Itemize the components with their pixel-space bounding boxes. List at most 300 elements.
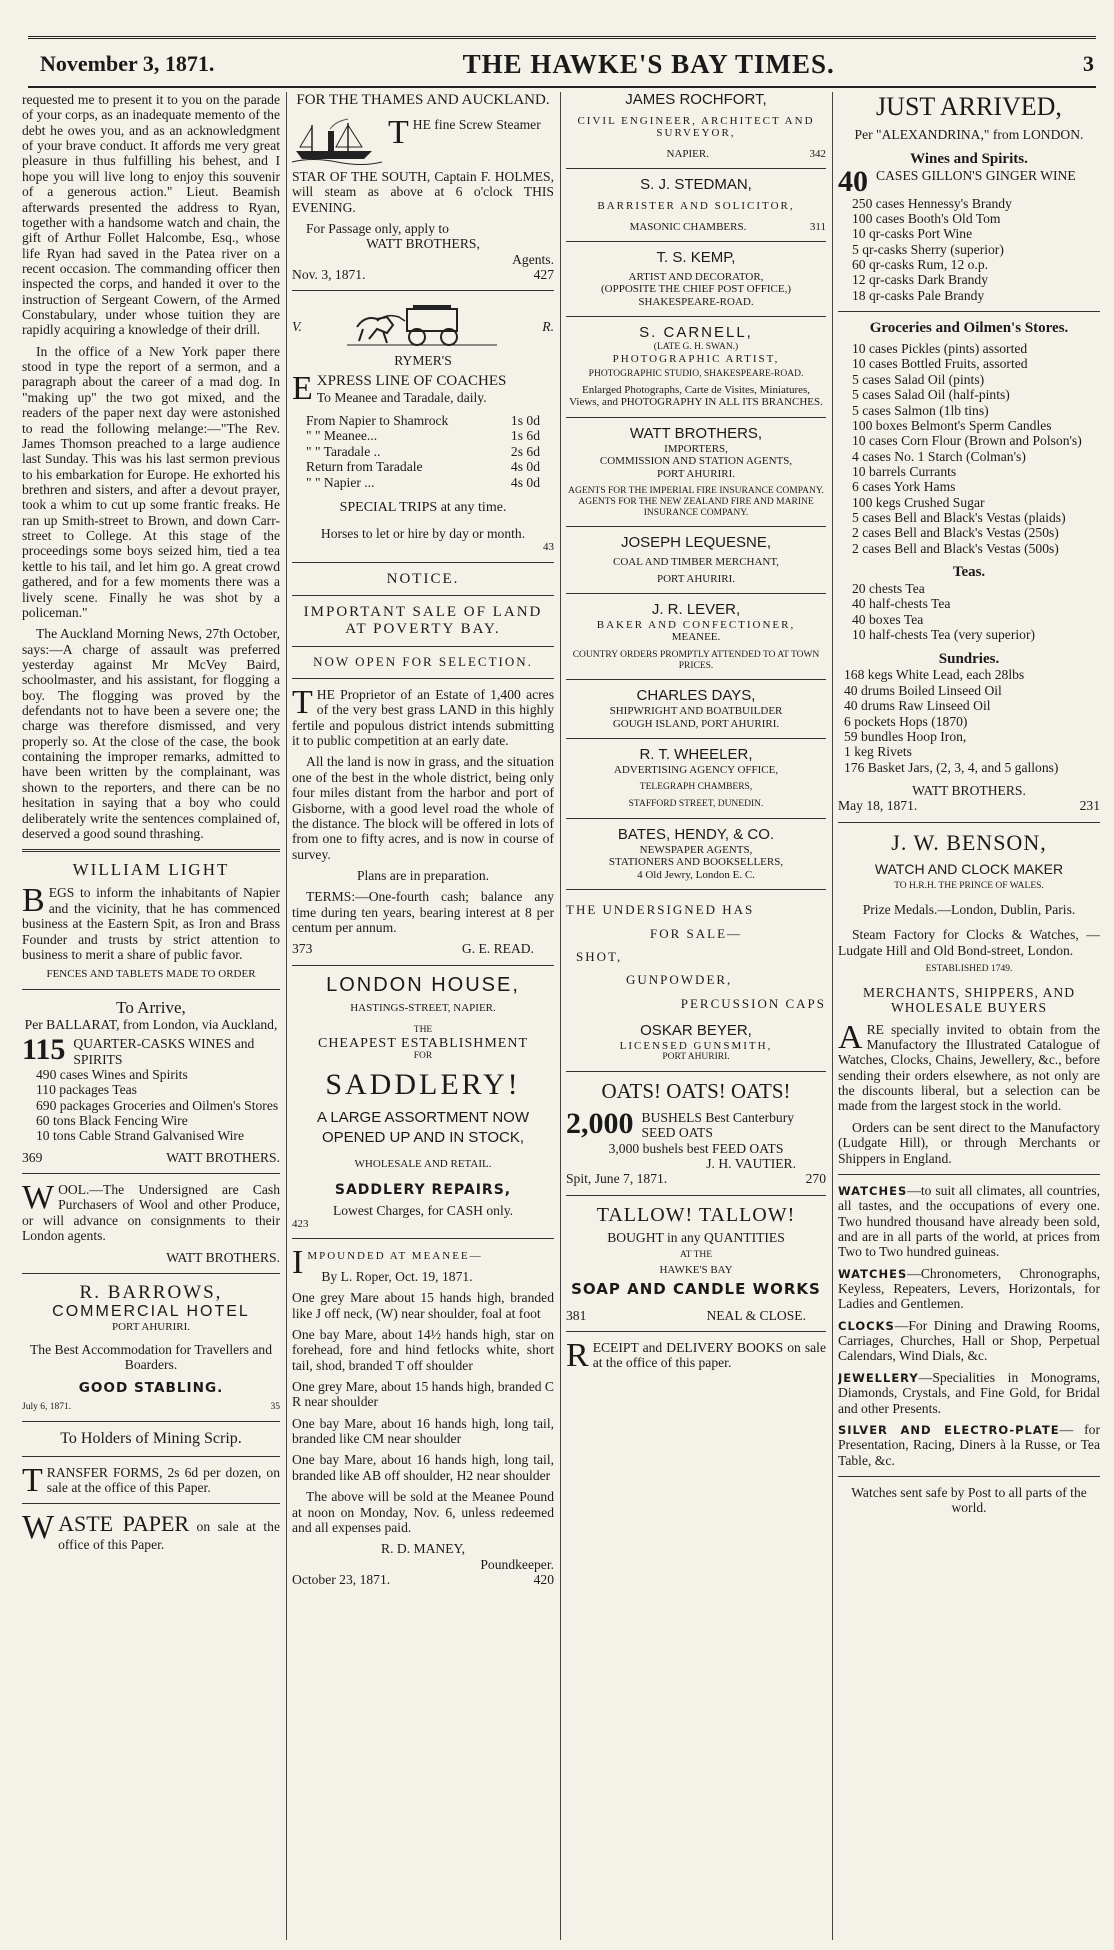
kemp-name: T. S. KEMP,: [656, 248, 736, 266]
benson-post: Watches sent safe by Post to all parts of the world.: [851, 1484, 1087, 1516]
divider: [566, 168, 826, 169]
fare-price: 1s 6d: [510, 428, 540, 444]
oats-number: 2,000: [566, 1109, 634, 1140]
arrive-sub: Per BALLARAT, from London, via Auckland,: [24, 1016, 278, 1032]
london-cheapest: CHEAPEST ESTABLISHMENT: [317, 1035, 529, 1051]
list-item: 100 cases Booth's Old Tom: [852, 211, 1001, 227]
fare-route: " " Napier ...: [306, 474, 375, 490]
list-item: 60 tons Black Fencing Wire: [36, 1113, 188, 1129]
tallow-works: SOAP AND CANDLE WORKS: [571, 1279, 821, 1298]
fare-row: [306, 459, 540, 474]
notice-sale: IMPORTANT SALE OF LAND AT POVERTY BAY.: [303, 604, 543, 638]
drop-cap: A: [838, 1018, 863, 1056]
beyer-name: OSKAR BEYER,: [640, 1022, 752, 1040]
wool-ad: [22, 1179, 280, 1244]
notice-terms: TERMS:—One-fourth cash; balance any time during ten years, bearing interest at 8 per centum per annum.: [292, 889, 554, 936]
tallow-by: NEAL & CLOSE.: [706, 1307, 806, 1323]
divider: [566, 818, 826, 819]
watt-agents1: AGENTS FOR THE IMPERIAL FIRE INSURANCE COMPANY.: [568, 486, 824, 497]
impound-text: The above will be sold at the Meanee Pound at noon on Monday, Nov. 6, unless redeemed and all expenses paid.: [292, 1489, 554, 1535]
impound-title: MPOUNDED AT MEANEE—: [307, 1250, 483, 1263]
benson-item: [838, 1370, 1100, 1416]
list-item: 40 drums Boiled Linseed Oil: [844, 682, 1002, 698]
list-item: 12 qr-casks Dark Brandy: [852, 272, 989, 288]
benson-item: [838, 1183, 1100, 1260]
issue-date: November 3, 1871.: [40, 51, 215, 76]
column-4: [838, 92, 1100, 1950]
impound-footer: [292, 1572, 554, 1587]
benson-role: WATCH AND CLOCK MAKER: [874, 860, 1064, 877]
ad-ref-number: 373: [292, 941, 313, 957]
fare-route: " " Taradale ..: [306, 443, 381, 459]
benson-item-text: —For Dining and Drawing Rooms, Carriages, Churches, Hall or Shop, Perpetual Calendars, Wind Dials, &c.: [838, 1317, 1100, 1364]
wines-lead: CASES GILLON'S GINGER WINE: [876, 167, 1076, 183]
barrows-date: July 6, 1871.: [22, 1401, 72, 1412]
benson-name: J. W. BENSON,: [891, 829, 1047, 855]
drop-cap: B: [22, 882, 45, 920]
lever-role: BAKER AND CONFECTIONER,: [596, 618, 796, 631]
benson-para-2: Orders can be sent direct to the Manufactory (Ludgate Hill), or through Merchants or Shippers in England.: [838, 1119, 1100, 1166]
thames-title: FOR THE THAMES AND AUCKLAND.: [296, 92, 550, 108]
divider: [292, 965, 554, 966]
divider: [22, 1273, 280, 1274]
rymer-name: RYMER'S: [394, 353, 452, 369]
bates-role2: STATIONERS AND BOOKSELLERS,: [608, 856, 784, 869]
benson-medals: Prize Medals.—London, Dublin, Paris.: [862, 902, 1076, 918]
benson-item: [838, 1266, 1100, 1312]
rochfort-name: JAMES ROCHFORT,: [625, 92, 767, 108]
wines-head: Wines and Spirits.: [910, 150, 1028, 167]
divider: [838, 822, 1100, 823]
benson-royal: TO H.R.H. THE PRINCE OF WALES.: [894, 881, 1044, 892]
divider: [292, 595, 554, 596]
column-1: [22, 92, 280, 1950]
oats-line2: 3,000 bushels best FEED OATS: [608, 1140, 784, 1156]
list-item: 10 qr-casks Port Wine: [852, 226, 973, 242]
benson-merch: MERCHANTS, SHIPPERS, AND WHOLESALE BUYERS: [862, 984, 1076, 1016]
fare-price: 4s 0d: [510, 474, 540, 490]
vr-left: V.: [292, 318, 302, 334]
divider: [292, 678, 554, 679]
divider: [566, 1071, 826, 1072]
watt-role1: IMPORTERS,: [664, 442, 728, 455]
barrows-hotel: COMMERCIAL HOTEL: [52, 1303, 250, 1321]
london-wholesale: WHOLESALE AND RETAIL.: [354, 1158, 492, 1171]
list-item: 490 cases Wines and Spirits: [36, 1066, 188, 1082]
divider: [566, 679, 826, 680]
ad-ref-number: 369: [22, 1149, 43, 1165]
drop-cap: W: [22, 1179, 55, 1217]
list-item: 5 qr-casks Sherry (superior): [852, 241, 1004, 257]
ad-ref-number: 342: [809, 147, 826, 160]
bates-role1: NEWSPAPER AGENTS,: [639, 843, 753, 856]
ad-ref-number: 427: [533, 267, 554, 283]
sundries-head: Sundries.: [938, 650, 1000, 667]
waste-text: on sale at the office of this Paper.: [58, 1519, 280, 1553]
lever-name: J. R. LEVER,: [651, 601, 741, 619]
benson-item-text: —Chronometers, Chronographs, Keyless, Repeaters, Levers, Horizontals, for Ladies and Gentlemen.: [838, 1265, 1100, 1312]
ad-ref-number: 420: [533, 1571, 554, 1587]
wines-lead-row: [838, 168, 1100, 196]
impound-keeper: R. D. MANEY,: [381, 1541, 465, 1557]
list-item: 250 cases Hennessy's Brandy: [852, 195, 1012, 211]
impound-role: Poundkeeper.: [480, 1556, 554, 1572]
drop-cap: R: [566, 1337, 589, 1375]
divider: [22, 989, 280, 990]
barrows-text: The Best Accommodation for Travellers and Boarders.: [30, 1341, 272, 1373]
wool-text: OOL.—The Undersigned are Cash Purchasers of Wool and other Produce, or will advance on consignments to their London agents.: [22, 1182, 280, 1244]
lequesne-name: JOSEPH LEQUESNE,: [620, 534, 772, 552]
divider: [838, 1174, 1100, 1175]
top-rule: [28, 36, 1096, 39]
ad-ref-number: 423: [292, 1218, 309, 1231]
teas-list: [838, 581, 1100, 642]
ad-ref-number: 43: [543, 541, 554, 554]
wheeler-name: R. T. WHEELER,: [639, 746, 753, 764]
groceries-list: [838, 341, 1100, 556]
tallow-title: TALLOW! TALLOW!: [596, 1203, 796, 1226]
days-name: CHARLES DAYS,: [636, 687, 756, 705]
rymer-horses: Horses to let or hire by day or month.: [320, 525, 526, 541]
list-item: 110 packages Teas: [36, 1082, 137, 1098]
watt-place: PORT AHURIRI.: [657, 467, 735, 480]
list-item: 5 cases Salad Oil (pints): [852, 371, 985, 387]
bates-addr: 4 Old Jewry, London E. C.: [637, 868, 755, 881]
list-item: 100 boxes Belmont's Sperm Candles: [852, 417, 1052, 433]
vr-right: R.: [542, 318, 554, 334]
thames-ad: [292, 117, 554, 165]
benson-item-label: CLOCKS: [838, 1318, 895, 1333]
stedman-footer: [566, 221, 826, 233]
divider: [566, 417, 826, 418]
thames-date: Nov. 3, 1871.: [292, 267, 366, 283]
beyer-line1: THE UNDERSIGNED HAS: [566, 902, 755, 918]
rochfort-footer: [566, 148, 826, 160]
notice-plans: Plans are in preparation.: [356, 867, 490, 883]
list-item: 10 cases Pickles (pints) assorted: [852, 341, 1028, 357]
tallow-place: HAWKE'S BAY: [659, 1264, 733, 1277]
arrived-footer: [838, 798, 1100, 813]
list-item: 18 qr-casks Pale Brandy: [852, 287, 985, 303]
beyer-gun: GUNPOWDER,: [626, 972, 733, 988]
benson-factory: Steam Factory for Clocks & Watches, —Ludgate Hill and Old Bond-street, London.: [838, 927, 1100, 958]
rymer-title-block: [292, 369, 554, 407]
drop-cap: W: [22, 1509, 55, 1547]
coach-illustration-row: [292, 299, 554, 353]
waste-ad: [22, 1509, 280, 1553]
london-the: THE: [413, 1024, 433, 1035]
fare-row: [306, 475, 540, 490]
oats-title: OATS! OATS! OATS!: [601, 1079, 791, 1104]
carnell-late: (LATE G. H. SWAN.): [653, 342, 739, 353]
arrived-per: Per "ALEXANDRINA," from LONDON.: [854, 127, 1084, 143]
list-item: 100 kegs Crushed Sugar: [852, 494, 985, 510]
divider: [22, 849, 280, 852]
beyer-role: LICENSED GUNSMITH,: [619, 1040, 773, 1052]
column-divider: [560, 92, 561, 1940]
drop-cap: T: [388, 116, 409, 151]
fare-price: 2s 6d: [510, 443, 540, 459]
oats-line1: BUSHELS Best Canterbury SEED OATS: [641, 1109, 795, 1141]
drop-cap: I: [292, 1244, 304, 1282]
divider: [838, 311, 1100, 312]
ad-ref-number: 231: [1079, 798, 1100, 814]
divider: [292, 646, 554, 647]
drop-cap: E: [292, 369, 313, 407]
bates-name: BATES, HENDY, & CO.: [617, 825, 775, 843]
divider: [22, 1421, 280, 1422]
benson-item-text: —to suit all climates, all countries, all tastes, and the occupations of every one. Two hundred thousand have already been sold, and are in all parts of the world, at prices from Two to Two hundred guineas.: [838, 1182, 1100, 1260]
divider: [566, 241, 826, 242]
rymer-trips: SPECIAL TRIPS at any time.: [339, 499, 507, 515]
stedman-role: BARRISTER AND SOLICITOR,: [597, 200, 795, 213]
scrip-title: To Holders of Mining Scrip.: [60, 1429, 242, 1447]
list-item: 690 packages Groceries and Oilmen's Stores: [36, 1097, 279, 1113]
divider: [566, 593, 826, 594]
thames-agents: Agents.: [512, 251, 554, 267]
notice-footer: [292, 941, 554, 956]
london-prices: Lowest Charges, for CASH only.: [332, 1202, 514, 1218]
fare-route: From Napier to Shamrock: [306, 413, 449, 429]
benson-item-label: JEWELLERY: [838, 1370, 919, 1385]
fare-row: [306, 428, 540, 443]
list-item: 59 bundles Hoop Iron,: [844, 728, 967, 744]
beyer-place: PORT AHURIRI.: [662, 1052, 730, 1063]
barrows-footer: [22, 1402, 280, 1413]
barrows-stabling: GOOD STABLING.: [78, 1379, 224, 1396]
days-place: GOUGH ISLAND, PORT AHURIRI.: [612, 717, 780, 730]
fare-price: 4s 0d: [510, 459, 540, 475]
steamship-icon: [292, 117, 382, 165]
notice-p1-text: HE Proprietor of an Estate of 1,400 acres of the very best grass LAND in this highly fertile and populous district intends submitting it to public competition at an early date.: [292, 687, 554, 749]
kemp-addr: (OPPOSITE THE CHIEF POST OFFICE,): [601, 283, 791, 296]
list-item: One bay Mare, about 16 hands high, long tail, branded like CM near shoulder: [292, 1415, 554, 1447]
list-item: One bay Mare, about 16 hands high, long tail, branded like AB off shoulder, H2 near shoulder: [292, 1452, 554, 1483]
benson-para-1: [838, 1018, 1100, 1114]
carnell-text: Enlarged Photographs, Carte de Visites, Miniatures, Views, and PHOTOGRAPHY IN ALL ITS BRANCHES.: [569, 384, 823, 409]
list-item: 10 tons Cable Strand Galvanised Wire: [36, 1128, 244, 1144]
stedman-place: MASONIC CHAMBERS.: [629, 220, 747, 233]
divider: [566, 316, 826, 317]
beyer-ad: [566, 898, 826, 1015]
london-repairs: SADDLERY REPAIRS,: [334, 1181, 512, 1198]
arrive-title: To Arrive,: [116, 997, 186, 1017]
benson-item-label: WATCHES: [838, 1266, 908, 1281]
kemp-road: SHAKESPEARE-ROAD.: [638, 295, 754, 308]
london-street: HASTINGS-STREET, NAPIER.: [350, 1002, 496, 1015]
scrip-ad: [22, 1461, 280, 1499]
wines-list: [838, 196, 1100, 304]
arrive-list: [22, 1067, 280, 1144]
fare-route: " " Meanee...: [306, 428, 378, 444]
receipt-text: ECEIPT and DELIVERY BOOKS on sale at the office of this paper.: [592, 1340, 826, 1371]
rochfort-role: CIVIL ENGINEER, ARCHITECT AND SURVEYOR,: [577, 114, 815, 140]
fare-row: [306, 444, 540, 459]
notice-para-1: [292, 684, 554, 749]
wool-by: WATT BROTHERS.: [166, 1249, 280, 1265]
oats-footer: [566, 1171, 826, 1186]
light-ad: [22, 882, 280, 962]
article-auckland-news: The Auckland Morning News, 27th October, says:—A charge of assault was preferred yesterday against Mr McVey Baird, schoolmaster, and his assistant, for flogging a boy. The flogging was proved by the defendants not to have been a severe one; the charge was therefore dismissed, and very properly so. At the close of the case, the book containing the improper remarks, admitted to have been written by the complainant, was shown to the reporters, and there can be no hesitation in saying that a boy who could deliberately write the sentences complained of, deserved a good sound thrashing.: [22, 626, 280, 841]
benson-est: ESTABLISHED 1749.: [925, 964, 1013, 975]
teas-head: Teas.: [952, 564, 986, 581]
wheeler-street: STAFFORD STREET, DUNEDIN.: [628, 799, 764, 810]
thames-passage: For Passage only, apply to: [306, 221, 449, 237]
london-assort: A LARGE ASSORTMENT NOW OPENED UP AND IN STOCK,: [317, 1108, 529, 1147]
notice-para-2: All the land is now in grass, and the situation one of the best in the whole district, being only four miles distant from the harbor and port of Gisborne, with a good level road the whole of the distance. The block will be offered in lots of from one to fifty acres, and is now in course of survey.: [292, 754, 554, 862]
kemp-role: ARTIST AND DECORATOR,: [628, 270, 764, 283]
impound-date: October 23, 1871.: [292, 1571, 391, 1587]
light-text: EGS to inform the inhabitants of Napier and the vicinity, that he has commenced business at the Eastern Spit, as Iron and Brass Founder and trusts by strict attention to business to merit a share of public favor.: [22, 885, 280, 962]
london-for: FOR: [413, 1051, 433, 1062]
rymer-sub: To Meanee and Taradale, daily.: [316, 389, 487, 405]
stedman-name: S. J. STEDMAN,: [640, 176, 752, 194]
article-mixed-type: In the office of a New York paper there stood in type the report of a sermon, and a paragraph about the career of a mad dog. In "making up" the two got mixed, and the readers of the paper next day were astonished to read the following melange:—"The Rev. James Thomson preached to a large audience last Sunday. This was his last sermon previous to his embarkation for Europe. He exhorted his brethren and sisters, and after a devout prayer, took a whim to cut up some frantic freaks. He ran up Smith-street to Brown, and down Carr-street to College. At this stage of the proceedings some boys seized him, tied a tea kettle to his tail, and let him go. A great crowd gathered, and for a few moments there was a lively scene. Finally he was shot by a policeman.": [22, 343, 280, 620]
list-item: 60 qr-casks Rum, 12 o.p.: [852, 257, 989, 273]
benson-item: [838, 1318, 1100, 1364]
list-item: 4 cases No. 1 Starch (Colman's): [852, 448, 1026, 464]
column-3: [566, 92, 826, 1950]
wheeler-role: ADVERTISING AGENCY OFFICE,: [613, 764, 779, 777]
tallow-footer: [566, 1308, 826, 1323]
london-title: LONDON HOUSE,: [326, 973, 520, 996]
benson-item-label: WATCHES: [838, 1183, 908, 1198]
stagecoach-icon: [347, 299, 497, 349]
masthead: [40, 44, 1094, 84]
divider: [566, 526, 826, 527]
list-item: One grey Mare, about 15 hands high, branded C R near shoulder: [292, 1379, 554, 1410]
list-item: 6 cases York Hams: [852, 479, 956, 495]
list-item: 10 barrels Currants: [852, 464, 957, 479]
list-item: 20 chests Tea: [852, 581, 925, 597]
impound-list: [292, 1290, 554, 1483]
lever-place: MEANEE.: [671, 631, 721, 644]
list-item: 6 pockets Hops (1870): [844, 713, 968, 729]
column-divider: [286, 92, 287, 1940]
beyer-caps: PERCUSSION CAPS: [680, 995, 826, 1011]
wheeler-chambers: TELEGRAPH CHAMBERS,: [639, 782, 753, 793]
page-number: 3: [1082, 51, 1094, 76]
column-2: [292, 92, 554, 1950]
divider: [22, 1503, 280, 1504]
notice-title: NOTICE.: [386, 570, 460, 587]
notice-open: NOW OPEN FOR SELECTION.: [313, 654, 533, 670]
divider: [838, 1476, 1100, 1477]
rymer-title: XPRESS LINE OF COACHES: [316, 372, 507, 389]
carnell-studio: PHOTOGRAPHIC STUDIO, SHAKESPEARE-ROAD.: [588, 369, 804, 380]
arrive-by: WATT BROTHERS.: [166, 1149, 280, 1165]
arrived-date: May 18, 1871.: [838, 798, 918, 814]
lever-text: COUNTRY ORDERS PROMPTLY ATTENDED TO AT TOWN PRICES.: [572, 649, 820, 671]
list-item: 5 cases Salmon (1lb tins): [852, 402, 989, 418]
list-item: 10 cases Bottled Fruits, assorted: [852, 356, 1028, 372]
benson-p1-text: RE specially invited to obtain from the Manufactory the Illustrated Catalogue of Watches, Clocks, Chains, Jewellery, &c., before sending their orders elsewhere, as not only are the discounts liberal, but a selection can be made from the largest stock in the world.: [838, 1021, 1100, 1114]
list-item: One bay Mare, about 14½ hands high, star on forehead, fore and hind fetlocks white, short tail, shod, branded T off shoulder: [292, 1326, 554, 1373]
arrive-lead: [22, 1033, 280, 1067]
arrived-by: WATT BROTHERS.: [912, 782, 1026, 798]
light-footer: FENCES AND TABLETS MADE TO ORDER: [46, 968, 256, 981]
ad-ref-number: 311: [809, 220, 826, 233]
list-item: One grey Mare about 15 hands high, branded like J off neck, (W) near shoulder, foal at foot: [292, 1290, 554, 1321]
beyer-line2: FOR SALE—: [649, 925, 743, 941]
benson-item-text: —Specialities in Monograms, Diamonds, Crystals, and Fine Gold, for Bridal and other Presents.: [838, 1369, 1100, 1416]
list-item: 2 cases Bell and Black's Vestas (500s): [852, 540, 1059, 556]
scrip-text: RANSFER FORMS, 2s 6d per dozen, on sale at the office of this Paper.: [46, 1464, 280, 1496]
fare-table: [292, 413, 554, 490]
list-item: 40 drums Raw Linseed Oil: [844, 698, 991, 714]
benson-item-label: SILVER AND ELECTRO-PLATE: [838, 1422, 1060, 1437]
divider: [292, 290, 554, 291]
column-divider: [832, 92, 833, 1940]
drop-cap: T: [292, 684, 313, 721]
arrive-head: QUARTER-CASKS WINES and SPIRITS: [73, 1036, 255, 1067]
rochfort-place: NAPIER.: [666, 147, 709, 160]
groceries-head: Groceries and Oilmen's Stores.: [869, 320, 1069, 337]
ad-ref-number: 35: [270, 1401, 280, 1412]
sundries-list: [838, 667, 1100, 775]
thames-footer: [292, 267, 554, 282]
article-presentation: requested me to present it to you on the parade of your corps, as an inadequate memento of the debt he owes you, and as an acknowledgment of your brave conduct. It affords me very great pleasure in thus fulfilling his behest, and I hope you will live long to enjoy this souvenir of a generous action." Lieut. Beamish afterwards presented the address to Ryan, together with a handsome watch and chain, the gift of Arthur Follet Halcombe, Esq., whose life Ryan had saved in the Patea river on a recent occasion. The commanding officer then inspected the corps, and handed it over to the instruction of Sergeant Cowern, of the Armed Constabulary, under whose tuition they are rapidly acquiring a knowledge of their drill.: [22, 92, 280, 338]
divider: [566, 738, 826, 739]
divider: [22, 1173, 280, 1174]
list-item: 5 cases Bell and Black's Vestas (plaids): [852, 510, 1066, 526]
tallow-at: AT THE: [679, 1249, 713, 1260]
fare-price: 1s 0d: [510, 413, 540, 429]
fare-route: Return from Taradale: [306, 459, 423, 475]
divider: [292, 1238, 554, 1239]
newspaper-title: THE HAWKE'S BAY TIMES.: [462, 48, 835, 79]
waste-title: ASTE PAPER: [58, 1511, 190, 1537]
ad-ref-number: 270: [805, 1171, 826, 1187]
ad-ref-number: 381: [566, 1307, 587, 1323]
arrive-number: 115: [22, 1033, 66, 1067]
arrive-footer: [22, 1150, 280, 1165]
list-item: 40 half-chests Tea: [852, 596, 951, 612]
tallow-sub: BOUGHT in any QUANTITIES: [607, 1230, 785, 1246]
carnell-role: PHOTOGRAPHIC ARTIST,: [612, 352, 780, 365]
thames-by: WATT BROTHERS,: [366, 236, 480, 252]
list-item: 40 boxes Tea: [852, 611, 924, 627]
watt-role2: COMMISSION AND STATION AGENTS,: [599, 455, 793, 468]
notice-by: G. E. READ.: [461, 941, 534, 957]
divider: [22, 1456, 280, 1457]
list-item: 5 cases Salad Oil (half-pints): [852, 387, 1010, 403]
divider: [566, 1195, 826, 1196]
drop-cap: T: [22, 1461, 43, 1499]
watt-name: WATT BROTHERS,: [629, 424, 763, 442]
barrows-name: R. BARROWS,: [79, 1281, 223, 1303]
header-rule: [28, 86, 1096, 88]
thames-text1: HE fine Screw Steamer: [412, 116, 541, 132]
wines-number: 40: [838, 167, 868, 196]
list-item: 168 kegs White Lead, each 28lbs: [844, 667, 1025, 683]
london-saddlery: SADDLERY!: [325, 1068, 521, 1102]
thames-text2: STAR OF THE SOUTH, Captain F. HOLMES, will steam as above at 6 o'clock THIS EVENING.: [292, 168, 554, 215]
lequesne-place: PORT AHURIRI.: [657, 572, 735, 585]
watt-agents2: AGENTS FOR THE NEW ZEALAND FIRE AND MARINE INSURANCE COMPANY.: [578, 496, 814, 518]
benson-item: [838, 1422, 1100, 1468]
receipt-ad: [566, 1337, 826, 1375]
list-item: 176 Basket Jars, (2, 3, 4, and 5 gallons): [844, 759, 1059, 775]
light-title: WILLIAM LIGHT: [72, 860, 230, 880]
oats-by: J. H. VAUTIER.: [706, 1155, 796, 1171]
fare-row: [306, 413, 540, 428]
carnell-name: S. CARNELL,: [639, 324, 753, 342]
divider: [566, 889, 826, 890]
divider: [292, 562, 554, 563]
lequesne-role: COAL AND TIMBER MERCHANT,: [612, 556, 780, 569]
list-item: 10 cases Corn Flour (Brown and Polson's): [852, 433, 1082, 449]
